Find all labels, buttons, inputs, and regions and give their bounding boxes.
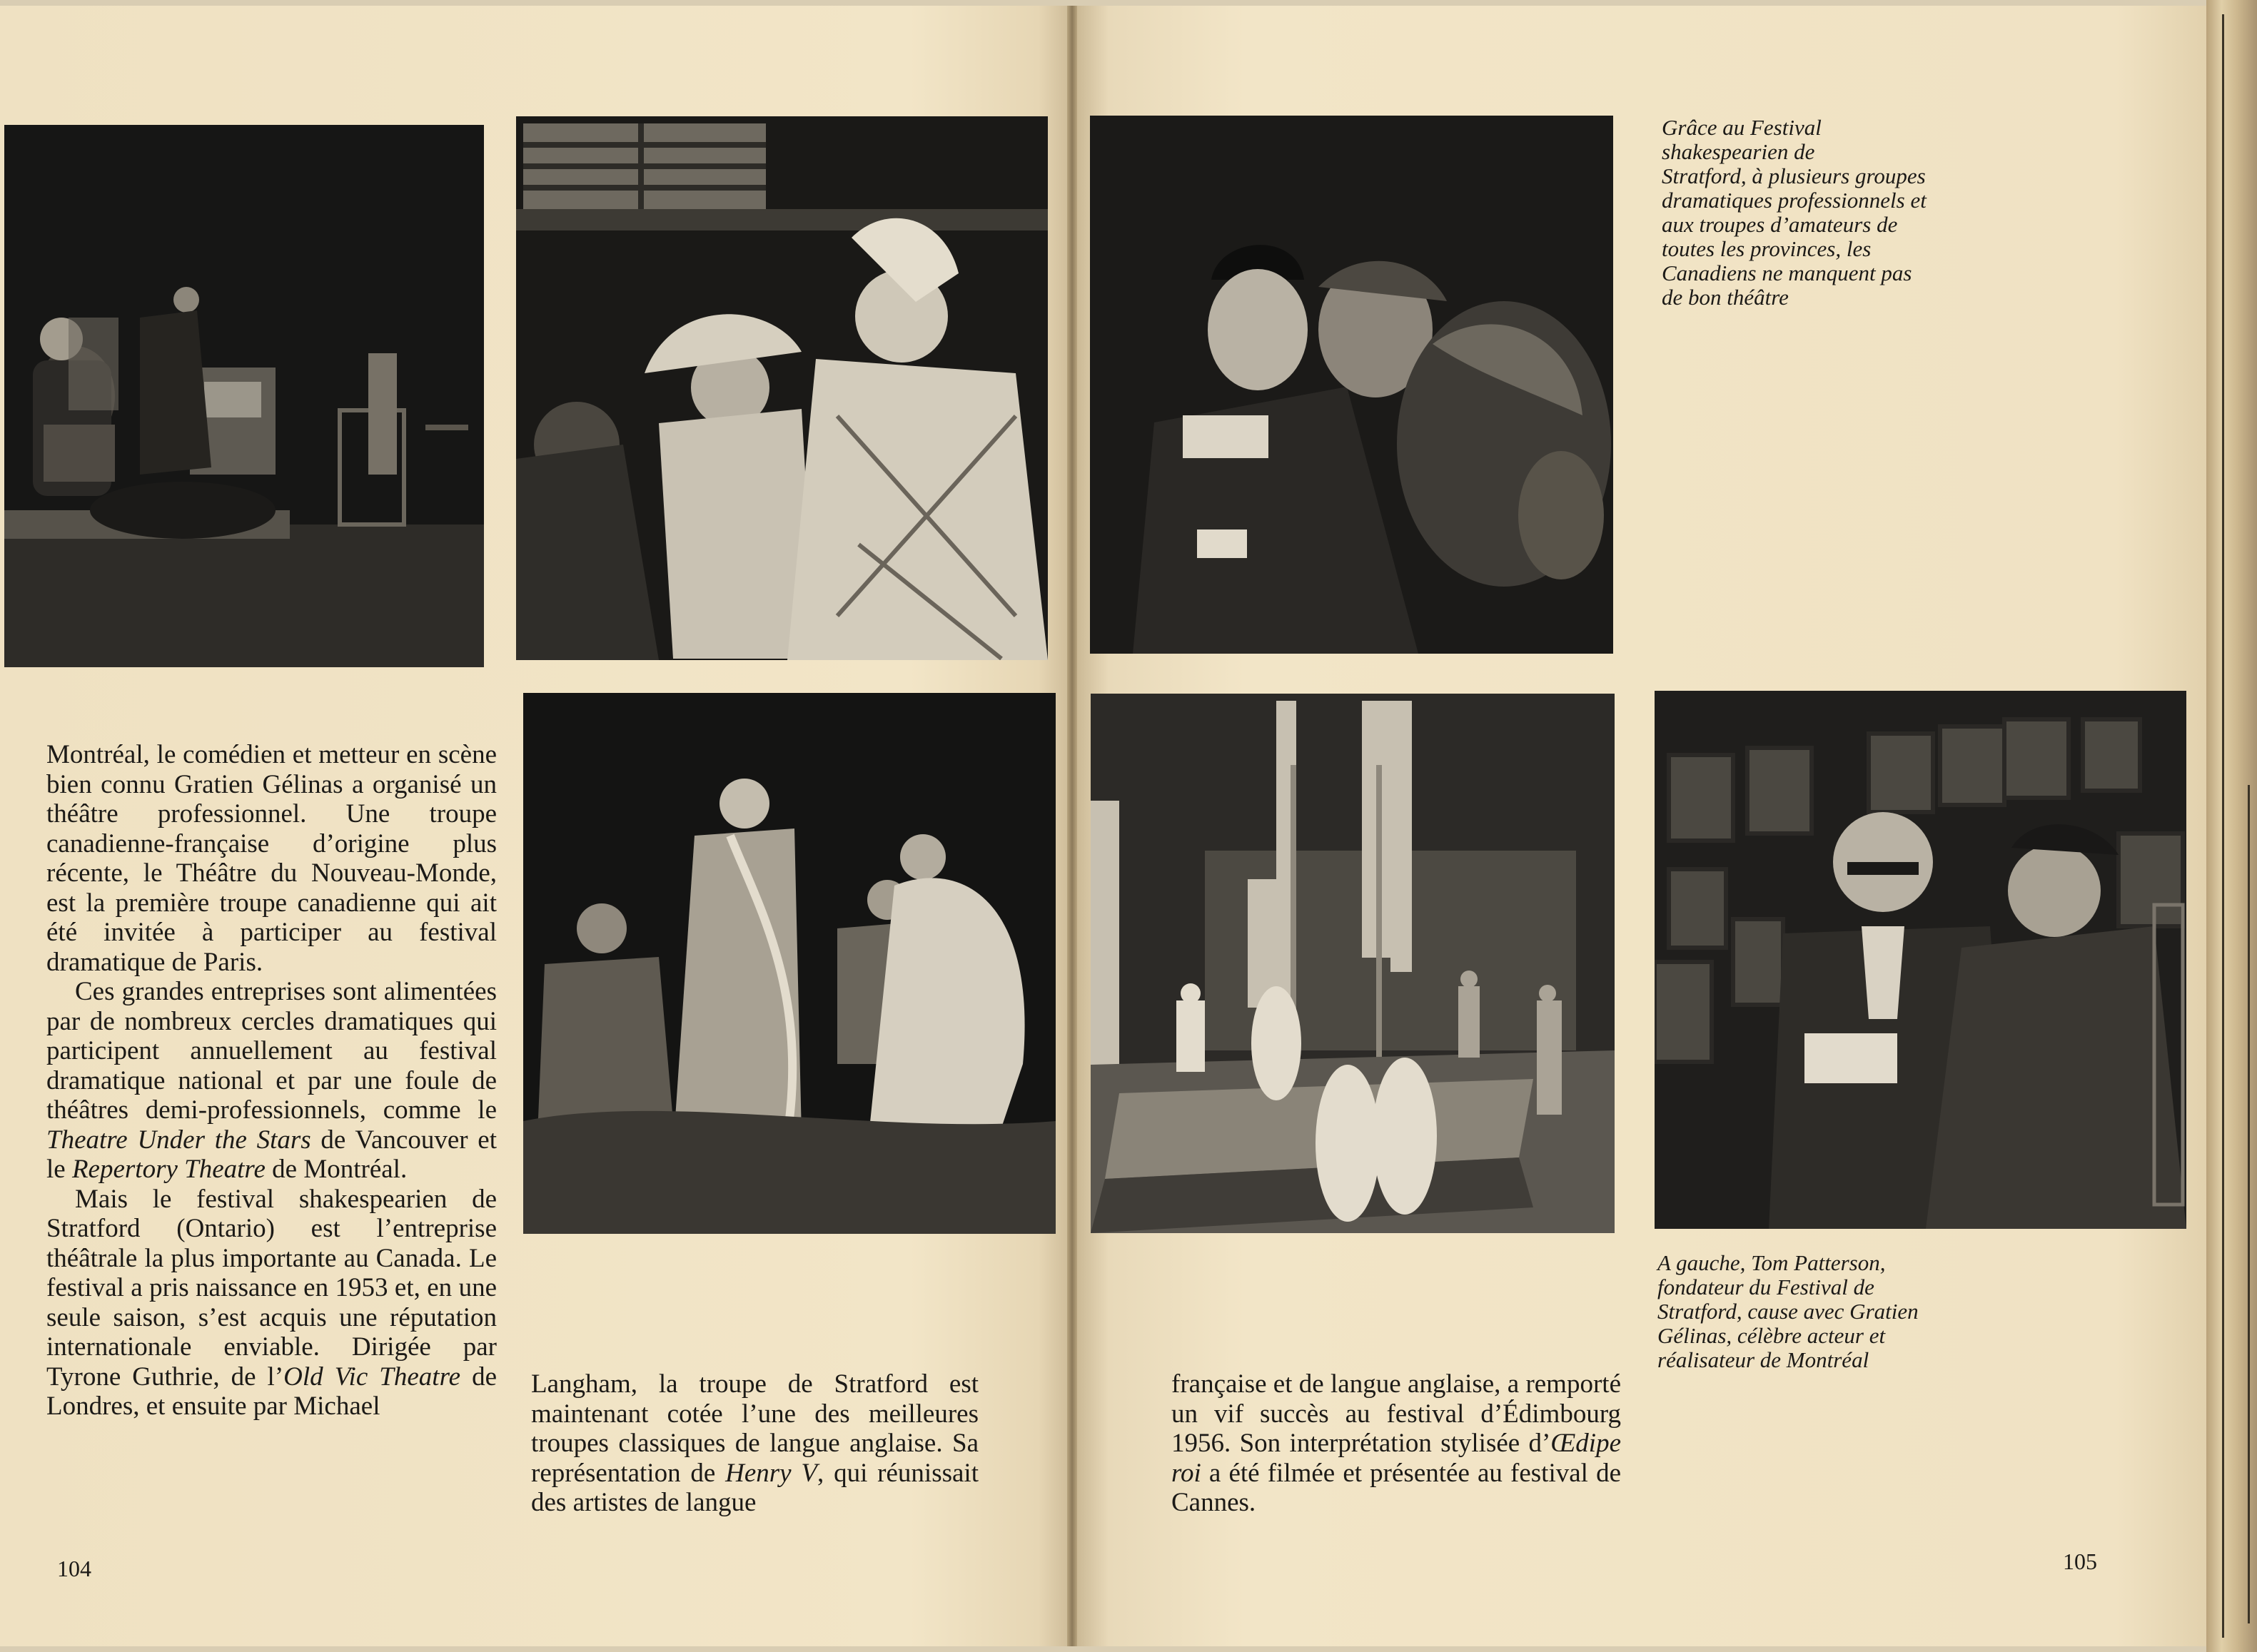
page-number-right: 105 bbox=[2063, 1549, 2097, 1574]
paragraph-entreprises: Ces grandes entreprises sont alimentées par de nombreux cercles dramatiques qui participent annuellement au festival dramatique national et par une foule de théâtres demi-professionnels, comme le Theatre Under the Stars de Vancouver et le Repertory Theatre de Montréal. bbox=[46, 977, 497, 1184]
caption-patterson: A gauche, Tom Patterson, fondateur du Festival de Stratford, cause avec Gratien Gélinas, célèbre acteur et réalisateur de Montréal bbox=[1657, 1250, 1919, 1372]
left-page-column1 bbox=[46, 740, 497, 1422]
paragraph-edimbourg: française et de langue anglaise, a remporté un vif succès au festival d’Édimbourg 1956. Son interprétation stylisée d’Œdipe roi a été filmée et présentée au festival de Cannes. bbox=[1171, 1369, 1621, 1517]
photo-stratford-stage bbox=[1091, 694, 1615, 1233]
photo-robed-actors bbox=[523, 693, 1056, 1234]
paragraph-montreal: Montréal, le comédien et metteur en scène bien connu Gratien Gélinas a organisé un théâtre professionnel. Une troupe canadienne-française d’origine plus récente, le Théâtre du Nouveau-Monde, est la première troupe canadienne qui ait été invitée à participer au festival dramatique de Paris. bbox=[46, 740, 497, 977]
photo-two-actors bbox=[1090, 116, 1613, 654]
photo-stage-interior bbox=[4, 125, 484, 667]
paragraph-stratford: Mais le festival shakespearien de Stratford (Ontario) est l’entreprise théâtrale la plus importante au Canada. Le festival a pris naissance en 1953 et, en une seule saison, s’est acquis une réputation internationale enviable. Dirigée par Tyrone Guthrie, de l’Old Vic Theatre de Londres, et ensuite par Michael bbox=[46, 1184, 497, 1421]
book-gutter bbox=[1067, 6, 1077, 1646]
right-page-column1 bbox=[1171, 1369, 1621, 1518]
page-number-left: 104 bbox=[57, 1556, 91, 1581]
caption-festival: Grâce au Festival shakespearien de Stratford, à plusieurs groupes dramatiques professionnels et aux troupes d’amateurs de toutes les provinces, les Canadiens ne manquent pas de bon théâtre bbox=[1662, 115, 1927, 310]
photo-costumed-actors bbox=[516, 116, 1048, 660]
page-edge bbox=[2206, 0, 2257, 1652]
left-page-column2 bbox=[531, 1369, 979, 1518]
paragraph-langham: Langham, la troupe de Stratford est maintenant cotée l’une des meilleures troupes classiques de langue anglaise. Sa représentation de Henry V, qui réunissait des artistes de langue bbox=[531, 1369, 979, 1517]
photo-patterson-gelinas bbox=[1655, 691, 2186, 1229]
